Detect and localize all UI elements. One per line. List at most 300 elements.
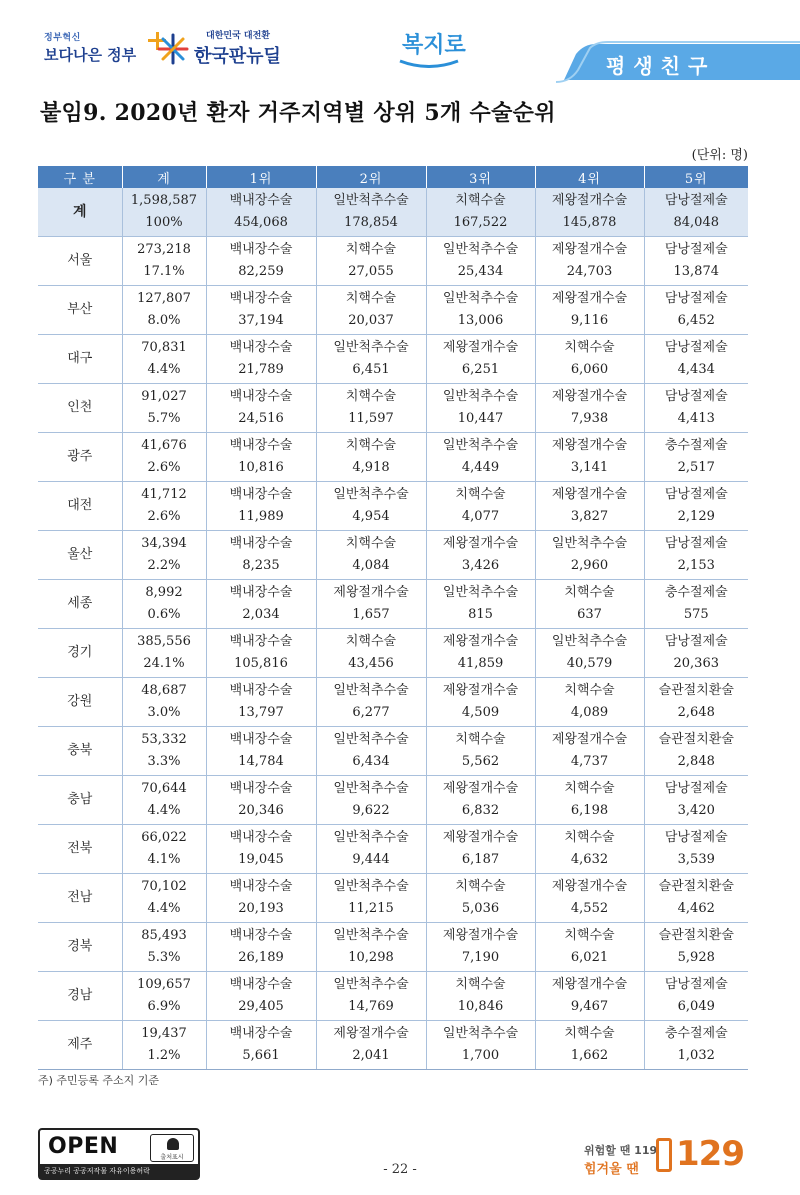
surgery-name: 치핵수술 <box>455 732 506 747</box>
rank-cell <box>426 383 535 432</box>
total-cell <box>122 971 206 1020</box>
rank-cell <box>206 873 316 922</box>
surgery-name: 충수절제술 <box>664 438 728 453</box>
column-header: 5위 <box>644 166 748 188</box>
surgery-count: 145,878 <box>562 215 617 231</box>
surgery-count: 40,579 <box>566 656 613 671</box>
rank-cell <box>206 922 316 971</box>
surgery-name: 제왕절개수술 <box>442 340 519 355</box>
surgery-name: 백내장수술 <box>229 487 293 502</box>
surgery-count: 454,068 <box>234 215 288 231</box>
total-count: 85,493 <box>141 928 187 943</box>
total-count: 1,598,587 <box>130 193 198 209</box>
surgery-name: 백내장수술 <box>229 1026 293 1041</box>
total-percent: 4.4% <box>147 362 181 377</box>
region-cell: 제주 <box>38 1020 122 1069</box>
total-count: 8,992 <box>145 585 183 600</box>
surgery-count: 6,021 <box>570 950 609 965</box>
table-row <box>38 383 748 432</box>
surgery-count: 6,187 <box>461 852 500 867</box>
table-row <box>38 481 748 530</box>
surgery-count: 4,089 <box>570 705 609 720</box>
total-count: 34,394 <box>141 536 187 551</box>
rank-cell <box>206 579 316 628</box>
surgery-name: 치핵수술 <box>345 438 397 453</box>
table-row <box>38 285 748 334</box>
rank-cell <box>535 922 644 971</box>
rank-cell <box>316 726 426 775</box>
table-body <box>38 188 748 1069</box>
rank-cell <box>644 922 748 971</box>
rank-cell <box>426 579 535 628</box>
surgery-count: 3,420 <box>677 803 715 818</box>
government-innovation-logo <box>44 30 136 65</box>
surgery-count: 5,928 <box>677 950 715 965</box>
surgery-count: 4,413 <box>677 411 715 426</box>
rank-cell <box>644 285 748 334</box>
surgery-count: 3,827 <box>570 509 609 524</box>
surgery-name: 담낭절제술 <box>664 536 728 551</box>
rank-cell <box>206 677 316 726</box>
surgery-count: 24,516 <box>238 411 284 426</box>
surgery-name: 백내장수술 <box>229 585 293 600</box>
surgery-count: 4,449 <box>461 460 500 475</box>
surgery-name: 일반척추수술 <box>333 830 409 845</box>
surgery-count: 21,789 <box>238 362 284 377</box>
table-row <box>38 334 748 383</box>
surgery-count: 9,622 <box>352 803 390 818</box>
surgery-count: 20,037 <box>348 313 394 328</box>
region-cell: 인천 <box>38 383 122 432</box>
rank-cell <box>316 579 426 628</box>
surgery-count: 37,194 <box>238 313 284 328</box>
surgery-name: 담낭절제술 <box>664 193 728 209</box>
region-cell: 전북 <box>38 824 122 873</box>
logo1-small-text: 정부혁신 <box>44 33 81 43</box>
rank-cell <box>535 285 644 334</box>
total-cell <box>122 677 206 726</box>
rank-cell <box>535 334 644 383</box>
region-cell: 대전 <box>38 481 122 530</box>
surgery-count: 3,141 <box>570 460 609 475</box>
surgery-name: 백내장수술 <box>229 879 293 894</box>
surgery-name: 제왕절개수술 <box>442 536 519 551</box>
total-cell <box>122 334 206 383</box>
total-cell <box>122 922 206 971</box>
surgery-name: 치핵수술 <box>345 536 397 551</box>
rank-cell <box>206 481 316 530</box>
surgery-name: 치핵수술 <box>564 683 615 698</box>
surgery-count: 8,235 <box>242 558 280 573</box>
total-cell <box>122 432 206 481</box>
rank-cell <box>644 628 748 677</box>
surgery-count: 9,116 <box>570 313 609 328</box>
table-row <box>38 1020 748 1069</box>
region-cell: 경기 <box>38 628 122 677</box>
rank-cell <box>316 677 426 726</box>
surgery-count: 2,153 <box>677 558 715 573</box>
total-percent: 4.1% <box>147 852 181 867</box>
surgery-count: 575 <box>683 607 709 622</box>
rank-cell <box>316 873 426 922</box>
footnote: 주) 주민등록 주소지 기준 <box>38 1074 160 1087</box>
open-license-strip: 공공누리 공공저작물 자유이용허락 <box>40 1164 198 1178</box>
page-header <box>0 0 800 92</box>
surgery-count: 9,444 <box>352 852 390 867</box>
rank-cell <box>426 432 535 481</box>
surgery-name: 제왕절개수술 <box>551 977 628 992</box>
rank-cell <box>316 971 426 1020</box>
region-cell: 계 <box>38 188 122 236</box>
surgery-name: 치핵수술 <box>455 879 506 894</box>
region-cell: 충남 <box>38 775 122 824</box>
rank-cell <box>535 1020 644 1069</box>
surgery-name: 백내장수술 <box>229 977 293 992</box>
surgery-count: 6,049 <box>677 999 715 1014</box>
surgery-count: 82,259 <box>238 264 284 279</box>
total-percent: 4.4% <box>147 901 181 916</box>
surgery-name: 백내장수술 <box>229 634 293 649</box>
total-cell <box>122 285 206 334</box>
surgery-name: 제왕절개수술 <box>551 242 628 257</box>
surgery-name: 담낭절제술 <box>664 242 728 257</box>
rank-cell <box>206 334 316 383</box>
surgery-count: 20,193 <box>238 901 284 916</box>
surgery-name: 제왕절개수술 <box>333 1026 409 1041</box>
rank-cell <box>426 824 535 873</box>
surgery-name: 치핵수술 <box>564 830 615 845</box>
rank-cell <box>206 188 316 236</box>
surgery-count: 1,662 <box>570 1048 609 1063</box>
surgery-count: 6,277 <box>352 705 390 720</box>
logo1-big-text: 보다나은 정부 <box>44 46 137 64</box>
surgery-name: 제왕절개수술 <box>551 879 628 894</box>
rank-cell <box>426 1020 535 1069</box>
bokjiro-logo <box>402 28 466 59</box>
surgery-name: 슬관절치환술 <box>658 879 734 894</box>
rank-cell <box>535 726 644 775</box>
total-percent: 2.2% <box>147 558 181 573</box>
rank-cell <box>426 726 535 775</box>
rank-cell <box>316 236 426 285</box>
surgery-count: 43,456 <box>348 656 394 671</box>
total-count: 127,807 <box>137 291 191 306</box>
rank-cell <box>535 775 644 824</box>
total-cell <box>122 579 206 628</box>
total-cell <box>122 236 206 285</box>
rank-cell <box>206 1020 316 1069</box>
region-cell: 경북 <box>38 922 122 971</box>
total-count: 70,102 <box>141 879 187 894</box>
rank-cell <box>316 628 426 677</box>
total-percent: 5.7% <box>147 411 181 426</box>
rank-cell <box>535 530 644 579</box>
rank-cell <box>206 236 316 285</box>
table-row <box>38 579 748 628</box>
surgery-name: 치핵수술 <box>564 928 615 943</box>
table-row <box>38 188 748 236</box>
surgery-count: 4,632 <box>570 852 609 867</box>
rank-cell <box>644 236 748 285</box>
surgery-name: 제왕절개수술 <box>551 438 628 453</box>
table-row <box>38 530 748 579</box>
surgery-count: 6,832 <box>461 803 500 818</box>
surgery-count: 10,816 <box>238 460 284 475</box>
surgery-name: 일반척추수술 <box>442 242 519 257</box>
column-header: 2위 <box>316 166 426 188</box>
surgery-name: 일반척추수술 <box>333 879 409 894</box>
column-header: 3위 <box>426 166 535 188</box>
rank-cell <box>644 971 748 1020</box>
surgery-name: 치핵수술 <box>455 977 506 992</box>
rank-cell <box>644 726 748 775</box>
rank-cell <box>644 677 748 726</box>
surgery-count: 11,215 <box>348 901 394 916</box>
rank-cell <box>535 971 644 1020</box>
rank-cell <box>316 285 426 334</box>
surgery-count: 2,848 <box>677 754 715 769</box>
surgery-ranking-table <box>38 166 748 1070</box>
column-header: 4위 <box>535 166 644 188</box>
region-cell: 광주 <box>38 432 122 481</box>
surgery-count: 1,700 <box>461 1048 500 1063</box>
rank-cell <box>426 188 535 236</box>
rank-cell <box>206 383 316 432</box>
surgery-count: 5,661 <box>242 1048 280 1063</box>
page-title: 붙임9. 2020년 환자 거주지역별 상위 5개 수술순위 <box>40 100 556 126</box>
surgery-name: 치핵수술 <box>564 781 615 796</box>
total-count: 53,332 <box>141 732 187 747</box>
surgery-count: 4,084 <box>352 558 390 573</box>
surgery-count: 2,960 <box>570 558 609 573</box>
surgery-name: 백내장수술 <box>229 291 293 306</box>
total-percent: 0.6% <box>147 607 181 622</box>
total-cell <box>122 383 206 432</box>
surgery-name: 일반척추수술 <box>333 781 409 796</box>
surgery-name: 치핵수술 <box>455 193 506 209</box>
surgery-name: 백내장수술 <box>229 830 293 845</box>
surgery-count: 4,954 <box>352 509 390 524</box>
surgery-count: 14,784 <box>238 754 284 769</box>
surgery-name: 담낭절제술 <box>664 977 728 992</box>
surgery-name: 제왕절개수술 <box>442 683 519 698</box>
surgery-count: 6,060 <box>570 362 609 377</box>
total-count: 70,644 <box>141 781 187 796</box>
surgery-count: 41,859 <box>457 656 504 671</box>
total-percent: 2.6% <box>147 460 181 475</box>
surgery-name: 일반척추수술 <box>333 683 409 698</box>
region-cell: 대구 <box>38 334 122 383</box>
total-cell <box>122 188 206 236</box>
table-row <box>38 677 748 726</box>
surgery-count: 29,405 <box>238 999 284 1014</box>
surgery-name: 일반척추수술 <box>442 389 519 404</box>
rank-cell <box>426 285 535 334</box>
surgery-name: 치핵수술 <box>345 242 397 257</box>
surgery-count: 178,854 <box>344 215 398 231</box>
surgery-count: 4,462 <box>677 901 715 916</box>
rank-cell <box>206 530 316 579</box>
surgery-count: 24,703 <box>566 264 613 279</box>
surgery-name: 백내장수술 <box>229 683 293 698</box>
surgery-count: 13,006 <box>457 313 504 328</box>
surgery-count: 1,657 <box>352 607 390 622</box>
surgery-count: 815 <box>468 607 493 622</box>
rank-cell <box>316 383 426 432</box>
bokjiro-logo-text: 복지로 <box>402 33 466 58</box>
surgery-name: 일반척추수술 <box>551 536 628 551</box>
surgery-count: 6,452 <box>677 313 715 328</box>
hotline-line1: 위험할 땐 119 <box>584 1144 658 1157</box>
total-cell <box>122 824 206 873</box>
surgery-name: 제왕절개수술 <box>442 634 519 649</box>
surgery-count: 10,447 <box>457 411 504 426</box>
total-cell <box>122 726 206 775</box>
rank-cell <box>644 188 748 236</box>
surgery-count: 6,451 <box>352 362 390 377</box>
total-percent: 17.1% <box>143 264 185 279</box>
surgery-count: 11,597 <box>348 411 394 426</box>
banner-text: 평생친구 <box>606 54 716 78</box>
logo2-small-text: 대한민국 대전환 <box>206 31 270 41</box>
rank-cell <box>426 628 535 677</box>
rank-cell <box>426 775 535 824</box>
surgery-name: 담낭절제술 <box>664 830 728 845</box>
rank-cell <box>206 971 316 1020</box>
surgery-count: 5,562 <box>461 754 500 769</box>
surgery-count: 26,189 <box>238 950 284 965</box>
rank-cell <box>316 481 426 530</box>
surgery-count: 2,034 <box>242 607 280 622</box>
table-row <box>38 236 748 285</box>
page-number: - 22 - <box>383 1162 417 1177</box>
surgery-name: 충수절제술 <box>664 1026 728 1041</box>
surgery-count: 637 <box>577 607 602 622</box>
person-icon <box>167 1138 179 1150</box>
region-cell: 부산 <box>38 285 122 334</box>
rank-cell <box>644 873 748 922</box>
surgery-name: 제왕절개수술 <box>551 732 628 747</box>
rank-cell <box>316 922 426 971</box>
table-row <box>38 922 748 971</box>
rank-cell <box>644 334 748 383</box>
rank-cell <box>426 922 535 971</box>
surgery-count: 3,539 <box>677 852 715 867</box>
total-cell <box>122 530 206 579</box>
new-deal-mark-icon <box>156 32 190 66</box>
surgery-count: 19,045 <box>238 852 284 867</box>
column-header: 1위 <box>206 166 316 188</box>
hotline-line2: 힘겨울 땐 <box>584 1162 639 1177</box>
surgery-name: 충수절제술 <box>664 585 728 600</box>
surgery-count: 4,552 <box>570 901 609 916</box>
region-cell: 전남 <box>38 873 122 922</box>
surgery-count: 4,077 <box>461 509 500 524</box>
rank-cell <box>644 481 748 530</box>
surgery-name: 제왕절개수술 <box>551 291 628 306</box>
surgery-name: 백내장수술 <box>229 781 293 796</box>
table-row <box>38 775 748 824</box>
total-cell <box>122 873 206 922</box>
rank-cell <box>535 677 644 726</box>
surgery-name: 제왕절개수술 <box>442 781 519 796</box>
rank-cell <box>644 432 748 481</box>
surgery-count: 4,737 <box>570 754 609 769</box>
rank-cell <box>535 236 644 285</box>
rank-cell <box>426 873 535 922</box>
surgery-name: 담낭절제술 <box>664 634 728 649</box>
surgery-name: 치핵수술 <box>345 291 397 306</box>
surgery-name: 치핵수술 <box>564 1026 615 1041</box>
surgery-name: 제왕절개수술 <box>551 487 628 502</box>
surgery-count: 4,918 <box>352 460 390 475</box>
surgery-count: 2,648 <box>677 705 715 720</box>
surgery-name: 담낭절제술 <box>664 487 728 502</box>
surgery-count: 5,036 <box>461 901 500 916</box>
region-cell: 울산 <box>38 530 122 579</box>
rank-cell <box>535 481 644 530</box>
rank-cell <box>206 824 316 873</box>
total-count: 41,712 <box>141 487 187 502</box>
phone-icon <box>656 1138 672 1172</box>
rank-cell <box>206 726 316 775</box>
rank-cell <box>316 775 426 824</box>
rank-cell <box>535 824 644 873</box>
table-row <box>38 873 748 922</box>
rank-cell <box>535 188 644 236</box>
hotline-number: 129 <box>676 1134 744 1174</box>
attribution-box <box>150 1134 194 1162</box>
surgery-count: 20,346 <box>238 803 284 818</box>
surgery-name: 제왕절개수술 <box>442 830 519 845</box>
logo2-big-text: 한국판뉴딜 <box>194 46 281 67</box>
surgery-name: 치핵수술 <box>345 389 397 404</box>
surgery-name: 슬관절치환술 <box>658 732 734 747</box>
surgery-name: 제왕절개수술 <box>551 193 628 209</box>
rank-cell <box>316 824 426 873</box>
total-count: 385,556 <box>137 634 191 649</box>
rank-cell <box>316 432 426 481</box>
swoosh-icon <box>398 58 460 68</box>
open-license-word: OPEN <box>48 1134 119 1159</box>
total-count: 41,676 <box>141 438 187 453</box>
surgery-count: 7,190 <box>461 950 500 965</box>
surgery-name: 일반척추수술 <box>333 487 409 502</box>
total-percent: 5.3% <box>147 950 181 965</box>
surgery-count: 4,509 <box>461 705 500 720</box>
surgery-count: 1,032 <box>677 1048 715 1063</box>
surgery-count: 9,467 <box>570 999 609 1014</box>
surgery-name: 백내장수술 <box>229 242 293 257</box>
surgery-name: 제왕절개수술 <box>442 928 519 943</box>
rank-cell <box>644 1020 748 1069</box>
surgery-name: 일반척추수술 <box>442 1026 519 1041</box>
rank-cell <box>644 383 748 432</box>
rank-cell <box>316 1020 426 1069</box>
total-percent: 100% <box>145 215 183 231</box>
surgery-name: 제왕절개수술 <box>333 585 409 600</box>
rank-cell <box>426 481 535 530</box>
surgery-count: 20,363 <box>673 656 719 671</box>
surgery-count: 25,434 <box>457 264 504 279</box>
surgery-name: 백내장수술 <box>229 340 293 355</box>
surgery-count: 27,055 <box>348 264 394 279</box>
rank-cell <box>426 236 535 285</box>
surgery-count: 4,434 <box>677 362 715 377</box>
total-count: 19,437 <box>141 1026 187 1041</box>
rank-cell <box>535 432 644 481</box>
total-count: 70,831 <box>141 340 187 355</box>
